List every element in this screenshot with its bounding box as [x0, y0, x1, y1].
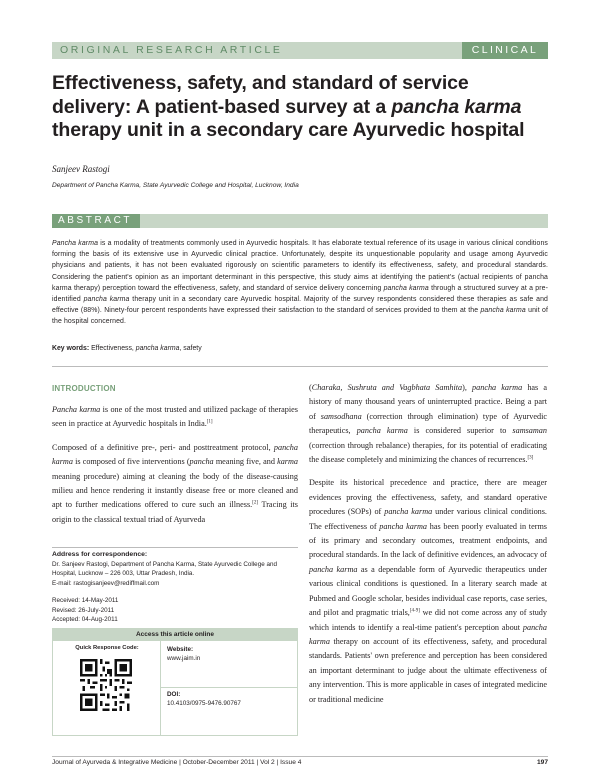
- date-accepted: Accepted: 04-Aug-2011: [52, 616, 118, 624]
- keywords-label: Key words:: [52, 345, 90, 352]
- title-italic: pancha karma: [391, 95, 522, 118]
- website-label: Website:: [167, 646, 194, 653]
- page-number: 197: [536, 759, 548, 766]
- section-label: ORIGINAL RESEARCH ARTICLE: [60, 44, 283, 56]
- right-paragraph-1: (Charaka, Sushruta and Vagbhata Samhita), pancha karma has a history of many thousand years of uninterrupted practice. Being a part of samsodhana (correction through elimination) type of Ayurvedic therapeutics, pancha karma is considered superior to samsaman (correction through rebalance) therapies, for its potential of eradicating the disease completely and minimizing the chances of recurrences.[3]: [309, 383, 547, 465]
- website-row: [161, 645, 297, 688]
- article-type-band: [52, 42, 548, 59]
- abstract-label: ABSTRACT: [52, 214, 140, 228]
- correspondence-email: E-mail: rastogisanjeev@rediffmail.com: [52, 579, 160, 587]
- right-column: [309, 381, 547, 716]
- intro-paragraph-1: Pancha karma is one of the most trusted and utilized package of therapies seen in practice at Ayurvedic hospitals in India.[1]: [52, 405, 298, 429]
- right-paragraph-2: Despite its historical precedence and practice, there are meager evidences proving the effectiveness, safety, and standard operative procedures (SOPs) of pancha karma under various clinical conditions. The effectiveness of pancha karma has been poorly evaluated in terms of its primary and secondary outcomes, treatment endpoints, and procedural standards. In the lack of definitive evidences, an advocacy of pancha karma as a dependable form of Ayurvedic therapeutics under various clinical conditions is questioned. In a literary search made at Pubmed and Google scholar, besides individual case reports, case series, and pilot and pragmatic trials,[4-9] we did not come across any of study which intends to identify a real-time patient's perception about pancha karma therapy on account of its effectiveness, safety, and procedural standards. Patients' own preference and perception has been considered an important determinant to judge about the ultimate effectiveness of any intervention. This is more applicable in cases of integrated medicine or traditional medicine: [309, 478, 547, 704]
- intro-heading: INTRODUCTION: [52, 384, 116, 393]
- qr-cell: [53, 641, 161, 736]
- left-column: [52, 403, 298, 536]
- correspondence-title: Address for correspondence:: [52, 551, 148, 558]
- title-part-1: Effectiveness, safety, and standard of service delivery: A patient-based survey at a: [52, 72, 469, 118]
- footer-divider: [52, 756, 548, 757]
- abstract-band: [52, 214, 548, 228]
- doi-value[interactable]: 10.4103/0975-9476.90767: [167, 700, 241, 708]
- title-part-2: therapy unit in a secondary care Ayurvedic hospital: [52, 119, 525, 141]
- correspondence-divider: [52, 547, 298, 548]
- intro-paragraph-2: Composed of a definitive pre-, peri- and posttreatment protocol, pancha karma is composed of five interventions (pancha meaning five, and karma meaning procedure) aiming at cleaning the body of the disease-causing milieu and hence rendering it instantly disease free or more cleaned and apt to further medications offered to cure such an illness.[2] Tracing its origin to the classical textual triad of Ayurveda: [52, 442, 298, 524]
- abstract-text: Pancha karma is a modality of treatments commonly used in Ayurvedic hospitals. It has elaborate textual reference of its usage in various clinical conditions forming the basis of its extensive use in Ayurvedic clinical practice. Unfortunately, despite its unquestionable popularity and usage among Ayurvedic physicians and patients, it has not been evaluated rigorously on scientific parameters to identify its effectiveness, safety, and procedural standards. Considering the patient's opinion as an important determinant in this perspective, this study aims at identifying the patient's (actual recipients of pancha karma therapy) perception toward the effectiveness, safety, and standard of service delivery concerning pancha karma through a structured survey at a pre-identified pancha karma therapy unit in a secondary care Ayurvedic hospital. Majority of the survey respondents considered these therapies as safe and effective (88%). Ninety-four percent respondents have expressed their satisfaction to the standard of services provided to them at the pancha karma unit of the hospital concerned.: [52, 240, 549, 326]
- author-name: Sanjeev Rastogi: [52, 164, 110, 174]
- correspondence-address: Dr. Sanjeev Rastogi, Department of Pancha Karma, State Ayurvedic College and Hospital, Lucknow – 226 003, Uttar Pradesh, India.: [52, 560, 277, 578]
- website-link[interactable]: www.jaim.in: [167, 655, 201, 663]
- access-online-box: [52, 628, 298, 736]
- doi-row: [161, 690, 297, 709]
- date-received: Received: 14-May-2011: [52, 597, 119, 604]
- qr-code-icon[interactable]: [80, 659, 132, 711]
- author-affiliation: Department of Pancha Karma, State Ayurvedic College and Hospital, Lucknow, India: [52, 182, 299, 189]
- category-badge: CLINICAL: [462, 42, 548, 59]
- article-dates: [52, 596, 298, 625]
- article-title: [52, 72, 548, 143]
- page-footer: [52, 759, 548, 766]
- qr-label: Quick Response Code:: [75, 645, 139, 651]
- access-heading: Access this article online: [53, 629, 297, 641]
- doi-label: DOI:: [167, 691, 181, 698]
- access-info: [161, 641, 297, 736]
- correspondence-block: [52, 550, 298, 588]
- date-revised: Revised: 26-July-2011: [52, 606, 115, 614]
- divider: [52, 366, 548, 367]
- journal-citation: Journal of Ayurveda & Integrative Medicine | October-December 2011 | Vol 2 | Issue 4: [52, 759, 302, 766]
- keywords: Key words: Effectiveness, pancha karma, safety: [52, 345, 202, 352]
